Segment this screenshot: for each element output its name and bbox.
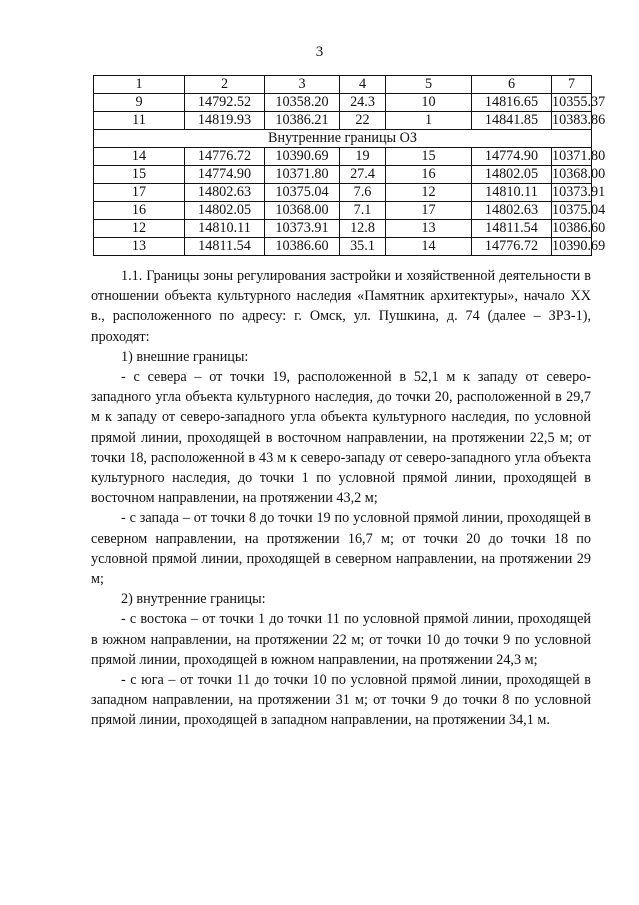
table-cell: 9 <box>94 94 185 112</box>
table-row <box>94 220 592 238</box>
body-text <box>91 266 591 731</box>
table-cell: 14802.05 <box>472 166 552 184</box>
table-cell: 10368.00 <box>265 202 340 220</box>
table-cell: 14776.72 <box>472 238 552 256</box>
table-cell: 10368.00 <box>552 166 606 182</box>
table-cell: 1 <box>386 112 472 130</box>
table-cell: 27.4 <box>340 166 386 184</box>
paragraph: - с востока – от точки 1 до точки 11 по условной прямой линии, проходящей в южном направлении, на протяжении 22 м; от точки 10 до точки 9 по условной прямой линии, проходящей в южном направлении, на протяжении 24,3 м; <box>91 611 591 668</box>
table-cell: 17 <box>386 202 472 220</box>
table-cell: 2 <box>185 76 265 94</box>
table-row <box>94 112 592 130</box>
table-cell: 3 <box>265 76 340 94</box>
table-cell: 12.8 <box>340 220 386 238</box>
table-cell: 13 <box>386 220 472 238</box>
table-cell: 7.1 <box>340 202 386 220</box>
table-header-row <box>94 76 592 94</box>
table-section-title: Внутренние границы ОЗ <box>94 130 592 148</box>
table-cell: 10355.37 <box>552 94 606 110</box>
table-row <box>94 238 592 256</box>
table-cell: 14816.65 <box>472 94 552 112</box>
table-cell: 10390.69 <box>265 148 340 166</box>
paragraph: - с юга – от точки 11 до точки 10 по условной прямой линии, проходящей в западном направлении, на протяжении 31 м; от точки 9 до точки 8 по условной прямой линии, проходящей в западном направлении, на протяжении 34,1 м. <box>91 672 591 729</box>
table-cell: 35.1 <box>340 238 386 256</box>
table-cell: 10371.80 <box>552 148 606 164</box>
table-cell: 22 <box>340 112 386 130</box>
paragraph: - с запада – от точки 8 до точки 19 по условной прямой линии, проходящей в северном направлении, на протяжении 16,7 м; от точки 20 до точки 18 по условной прямой линии, проходящей в северном направлении, на протяжении 29 м; <box>91 510 591 588</box>
table-cell: 14810.11 <box>472 184 552 202</box>
table-row <box>94 94 592 112</box>
table-cell: 7 <box>552 76 592 94</box>
table-cell: 14819.93 <box>185 112 265 130</box>
table-cell: 12 <box>386 184 472 202</box>
table-cell: 13 <box>94 238 185 256</box>
table-cell: 10371.80 <box>265 166 340 184</box>
table-row <box>94 148 592 166</box>
table-cell: 17 <box>94 184 185 202</box>
table-cell: 24.3 <box>340 94 386 112</box>
table-cell: 7.6 <box>340 184 386 202</box>
table-cell: 4 <box>340 76 386 94</box>
page-number: 3 <box>315 44 324 60</box>
table-cell: 14 <box>94 148 185 166</box>
table-cell: 10373.91 <box>552 184 606 200</box>
table-cell: 14802.05 <box>185 202 265 220</box>
table-cell: 10 <box>386 94 472 112</box>
paragraph: 1.1. Границы зоны регулирования застройки и хозяйственной деятельности в отношении объекта культурного наследия «Памятник архитектуры», начало XX в., расположенного по адресу: г. Омск, ул. Пушкина, д. 74 (далее – ЗРЗ-1), проходят: <box>91 268 591 345</box>
table-cell: 14841.85 <box>472 112 552 130</box>
table-cell: 14810.11 <box>185 220 265 238</box>
table-cell: 1 <box>94 76 185 94</box>
table-cell: 14774.90 <box>185 166 265 184</box>
table-cell: 14811.54 <box>472 220 552 238</box>
table-cell: 14811.54 <box>185 238 265 256</box>
table-row <box>94 184 592 202</box>
table-cell: 10386.60 <box>265 238 340 256</box>
table-cell: 10375.04 <box>552 202 606 218</box>
table-cell: 10390.69 <box>552 238 606 254</box>
table-cell: 14802.63 <box>185 184 265 202</box>
table-cell: 14776.72 <box>185 148 265 166</box>
coordinates-table <box>93 75 606 256</box>
table-cell: 10358.20 <box>265 94 340 112</box>
paragraph: 1) внешние границы: <box>121 348 249 365</box>
table-cell: 14774.90 <box>472 148 552 166</box>
table-cell: 10386.21 <box>265 112 340 130</box>
table-cell: 10383.86 <box>552 112 606 128</box>
table-row <box>94 166 592 184</box>
table-section-row <box>94 130 592 148</box>
table-cell: 10386.60 <box>552 220 606 236</box>
table-cell: 15 <box>386 148 472 166</box>
table-cell: 19 <box>340 148 386 166</box>
table-cell: 16 <box>386 166 472 184</box>
table-cell: 6 <box>472 76 552 94</box>
table-cell: 11 <box>94 112 185 130</box>
table-cell: 10373.91 <box>265 220 340 238</box>
table-cell: 14 <box>386 238 472 256</box>
table-cell: 14792.52 <box>185 94 265 112</box>
table-cell: 15 <box>94 166 185 184</box>
paragraph: 2) внутренние границы: <box>121 591 266 608</box>
table-row <box>94 202 592 220</box>
table-cell: 14802.63 <box>472 202 552 220</box>
table-cell: 16 <box>94 202 185 220</box>
table-cell: 10375.04 <box>265 184 340 202</box>
table-cell: 5 <box>386 76 472 94</box>
paragraph: - с севера – от точки 19, расположенной в 52,1 м к западу от северо-западного угла объекта культурного наследия, до точки 20, расположенной в 29,7 м к западу от северо-западного угла объекта культурного наследия, по условной прямой линии, проходящей в восточном направлении, на протяжении 22,5 м; от точки 18, расположенной в 43 м к северо-западу от северо-западного угла объекта культурного наследия, до точки 1 по условной прямой линии, проходящей в восточном направлении, на протяжении 43,2 м; <box>91 369 591 507</box>
table-cell: 12 <box>94 220 185 238</box>
